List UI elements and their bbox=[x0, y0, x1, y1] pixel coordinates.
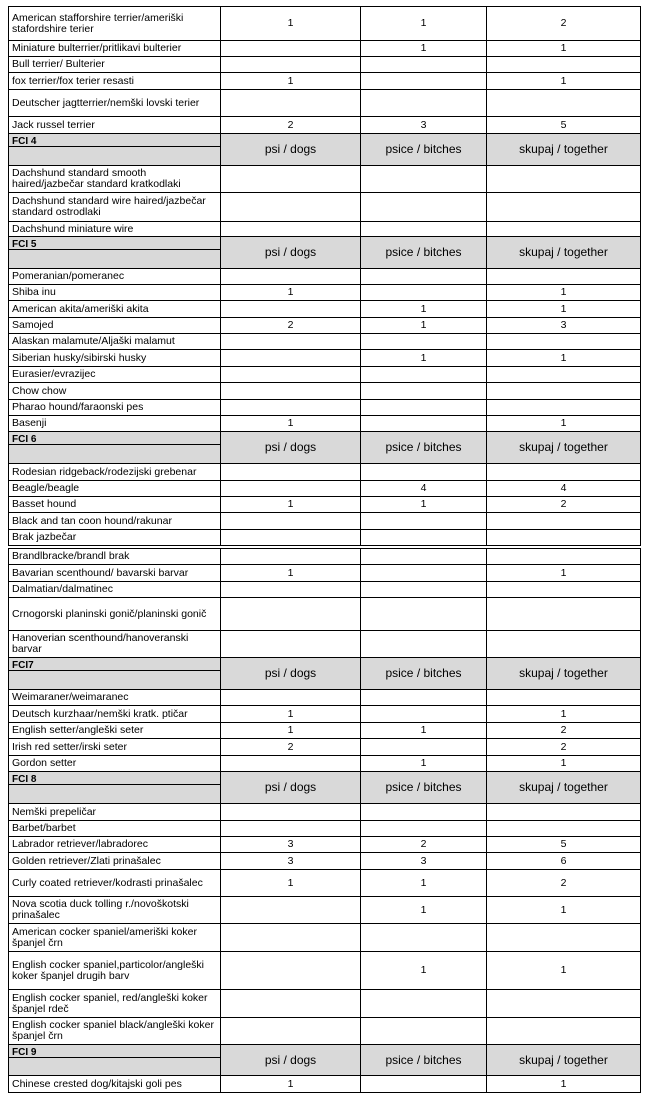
together-count-cell bbox=[487, 582, 641, 598]
bitches-count-cell bbox=[361, 334, 487, 350]
breed-row bbox=[9, 952, 641, 990]
breed-row bbox=[9, 804, 641, 821]
bitches-count-cell bbox=[361, 269, 487, 285]
dogs-count-cell bbox=[221, 631, 361, 658]
breed-row bbox=[9, 549, 641, 565]
together-count-cell bbox=[487, 90, 641, 117]
breed-name-cell: Dalmatian/dalmatinec bbox=[9, 582, 221, 598]
bitches-count-cell: 3 bbox=[361, 853, 487, 870]
breed-name-cell: Deutsch kurzhaar/nemški kratk. ptičar bbox=[9, 706, 221, 723]
dogs-count-cell bbox=[221, 350, 361, 367]
breed-name-cell: Chinese crested dog/kitajski goli pes bbox=[9, 1076, 221, 1093]
dogs-count-cell: 2 bbox=[221, 117, 361, 134]
breed-name-cell: Labrador retriever/labradorec bbox=[9, 837, 221, 853]
together-count-cell: 4 bbox=[487, 481, 641, 497]
breed-name-cell: Basset hound bbox=[9, 497, 221, 513]
dogs-count-cell: 1 bbox=[221, 565, 361, 582]
together-count-cell: 1 bbox=[487, 73, 641, 90]
breed-name-cell: Brak jazbečar bbox=[9, 530, 221, 546]
breed-row bbox=[9, 269, 641, 285]
dogs-count-cell bbox=[221, 690, 361, 706]
breed-name-cell: Chow chow bbox=[9, 383, 221, 400]
breed-row bbox=[9, 90, 641, 117]
together-count-cell bbox=[487, 530, 641, 546]
breed-row bbox=[9, 821, 641, 837]
breed-name-cell: Alaskan malamute/Aljaški malamut bbox=[9, 334, 221, 350]
breed-row bbox=[9, 41, 641, 57]
column-header-bitches: psice / bitches bbox=[361, 432, 487, 464]
breed-row bbox=[9, 530, 641, 546]
dogs-count-cell bbox=[221, 400, 361, 416]
bitches-count-cell bbox=[361, 1018, 487, 1045]
fci-group-label: FCI7 bbox=[9, 658, 220, 671]
breed-name-cell: Dachshund standard wire haired/jazbečar standard ostrodlaki bbox=[9, 193, 221, 222]
together-count-cell bbox=[487, 269, 641, 285]
breed-name-cell: American akita/ameriški akita bbox=[9, 301, 221, 318]
breed-name-cell: American cocker spaniel/ameriški koker španjel črn bbox=[9, 924, 221, 952]
breed-row bbox=[9, 739, 641, 756]
column-header-together: skupaj / together bbox=[487, 237, 641, 269]
column-header-together: skupaj / together bbox=[487, 772, 641, 804]
breed-name-cell: Bavarian scenthound/ bavarski barvar bbox=[9, 565, 221, 582]
breed-row bbox=[9, 582, 641, 598]
dogs-count-cell bbox=[221, 334, 361, 350]
breed-row bbox=[9, 334, 641, 350]
breed-row bbox=[9, 318, 641, 334]
bitches-count-cell bbox=[361, 416, 487, 432]
breed-row bbox=[9, 990, 641, 1018]
together-count-cell: 1 bbox=[487, 301, 641, 318]
dogs-count-cell: 1 bbox=[221, 416, 361, 432]
breed-name-cell: Siberian husky/sibirski husky bbox=[9, 350, 221, 367]
bitches-count-cell bbox=[361, 222, 487, 237]
together-count-cell bbox=[487, 513, 641, 530]
dogs-count-cell: 1 bbox=[221, 723, 361, 739]
breed-row bbox=[9, 481, 641, 497]
fci-group-header bbox=[9, 134, 641, 166]
breed-name-cell: Rodesian ridgeback/rodezijski grebenar bbox=[9, 464, 221, 481]
breed-name-cell: Miniature bulterrier/pritlikavi bulterier bbox=[9, 41, 221, 57]
fci-group-label: FCI 8 bbox=[9, 772, 220, 785]
together-count-cell: 5 bbox=[487, 837, 641, 853]
bitches-count-cell: 1 bbox=[361, 497, 487, 513]
dogs-count-cell: 1 bbox=[221, 870, 361, 897]
breed-row bbox=[9, 565, 641, 582]
breed-row bbox=[9, 57, 641, 73]
column-header-bitches: psice / bitches bbox=[361, 658, 487, 690]
together-count-cell bbox=[487, 57, 641, 73]
fci-group-label-cell bbox=[9, 237, 221, 269]
dogs-count-cell bbox=[221, 90, 361, 117]
together-count-cell: 2 bbox=[487, 723, 641, 739]
breed-name-cell: Nemški prepeličar bbox=[9, 804, 221, 821]
breed-row bbox=[9, 166, 641, 193]
dogs-count-cell bbox=[221, 57, 361, 73]
breed-name-cell: Beagle/beagle bbox=[9, 481, 221, 497]
fci-group-header bbox=[9, 658, 641, 690]
together-count-cell bbox=[487, 193, 641, 222]
column-header-dogs: psi / dogs bbox=[221, 237, 361, 269]
bitches-count-cell bbox=[361, 513, 487, 530]
column-header-bitches: psice / bitches bbox=[361, 772, 487, 804]
breed-table-1 bbox=[8, 6, 641, 546]
dogs-count-cell bbox=[221, 582, 361, 598]
dogs-count-cell bbox=[221, 193, 361, 222]
bitches-count-cell bbox=[361, 690, 487, 706]
breed-name-cell: Barbet/barbet bbox=[9, 821, 221, 837]
together-count-cell: 1 bbox=[487, 350, 641, 367]
bitches-count-cell bbox=[361, 565, 487, 582]
bitches-count-cell: 1 bbox=[361, 41, 487, 57]
together-count-cell: 2 bbox=[487, 870, 641, 897]
together-count-cell bbox=[487, 804, 641, 821]
bitches-count-cell bbox=[361, 924, 487, 952]
breed-row bbox=[9, 117, 641, 134]
together-count-cell: 1 bbox=[487, 897, 641, 924]
breed-row bbox=[9, 723, 641, 739]
dogs-count-cell bbox=[221, 530, 361, 546]
bitches-count-cell bbox=[361, 598, 487, 631]
breed-name-cell: English cocker spaniel black/angleški koker španjel črn bbox=[9, 1018, 221, 1045]
dogs-count-cell bbox=[221, 41, 361, 57]
breed-row bbox=[9, 756, 641, 772]
bitches-count-cell bbox=[361, 73, 487, 90]
breed-name-cell: Bull terrier/ Bulterier bbox=[9, 57, 221, 73]
dogs-count-cell bbox=[221, 301, 361, 318]
breed-name-cell: Golden retriever/Zlati prinašalec bbox=[9, 853, 221, 870]
breed-row bbox=[9, 73, 641, 90]
breed-row bbox=[9, 193, 641, 222]
breed-row bbox=[9, 497, 641, 513]
together-count-cell: 5 bbox=[487, 117, 641, 134]
breed-row bbox=[9, 870, 641, 897]
dogs-count-cell bbox=[221, 598, 361, 631]
bitches-count-cell: 1 bbox=[361, 350, 487, 367]
together-count-cell: 1 bbox=[487, 416, 641, 432]
breed-name-cell: Basenji bbox=[9, 416, 221, 432]
breed-row bbox=[9, 853, 641, 870]
bitches-count-cell bbox=[361, 582, 487, 598]
together-count-cell bbox=[487, 631, 641, 658]
together-count-cell: 1 bbox=[487, 756, 641, 772]
column-header-together: skupaj / together bbox=[487, 432, 641, 464]
bitches-count-cell bbox=[361, 549, 487, 565]
dogs-count-cell: 1 bbox=[221, 706, 361, 723]
breed-row bbox=[9, 1076, 641, 1093]
bitches-count-cell: 4 bbox=[361, 481, 487, 497]
bitches-count-cell bbox=[361, 383, 487, 400]
breed-name-cell: Pomeranian/pomeranec bbox=[9, 269, 221, 285]
breed-table-2 bbox=[8, 548, 641, 1093]
breed-name-cell: Eurasier/evrazijec bbox=[9, 367, 221, 383]
dogs-count-cell: 1 bbox=[221, 73, 361, 90]
together-count-cell bbox=[487, 383, 641, 400]
bitches-count-cell bbox=[361, 367, 487, 383]
dogs-count-cell bbox=[221, 952, 361, 990]
together-count-cell: 2 bbox=[487, 497, 641, 513]
column-header-together: skupaj / together bbox=[487, 1045, 641, 1076]
together-count-cell: 1 bbox=[487, 1076, 641, 1093]
breed-name-cell: Irish red setter/irski seter bbox=[9, 739, 221, 756]
together-count-cell bbox=[487, 690, 641, 706]
breed-row bbox=[9, 285, 641, 301]
breed-row bbox=[9, 924, 641, 952]
dogs-count-cell: 3 bbox=[221, 853, 361, 870]
breed-name-cell: Crnogorski planinski gonič/planinski gonič bbox=[9, 598, 221, 631]
dogs-count-cell bbox=[221, 464, 361, 481]
bitches-count-cell bbox=[361, 57, 487, 73]
dogs-count-cell bbox=[221, 990, 361, 1018]
breed-row bbox=[9, 706, 641, 723]
dogs-count-cell: 1 bbox=[221, 285, 361, 301]
breed-row bbox=[9, 837, 641, 853]
dogs-count-cell: 2 bbox=[221, 739, 361, 756]
together-count-cell: 1 bbox=[487, 565, 641, 582]
dogs-count-cell bbox=[221, 1018, 361, 1045]
dogs-count-cell bbox=[221, 166, 361, 193]
bitches-count-cell bbox=[361, 739, 487, 756]
together-count-cell bbox=[487, 821, 641, 837]
dogs-count-cell bbox=[221, 383, 361, 400]
bitches-count-cell: 1 bbox=[361, 756, 487, 772]
fci-group-header bbox=[9, 772, 641, 804]
dogs-count-cell: 1 bbox=[221, 1076, 361, 1093]
bitches-count-cell bbox=[361, 400, 487, 416]
together-count-cell: 6 bbox=[487, 853, 641, 870]
together-count-cell bbox=[487, 598, 641, 631]
bitches-count-cell: 1 bbox=[361, 7, 487, 41]
fci-group-label-cell bbox=[9, 658, 221, 690]
fci-group-label-cell bbox=[9, 134, 221, 166]
bitches-count-cell bbox=[361, 631, 487, 658]
fci-group-label-cell bbox=[9, 432, 221, 464]
breed-row bbox=[9, 513, 641, 530]
together-count-cell: 1 bbox=[487, 41, 641, 57]
dogs-count-cell bbox=[221, 367, 361, 383]
together-count-cell bbox=[487, 549, 641, 565]
breed-row bbox=[9, 464, 641, 481]
breed-name-cell: Curly coated retriever/kodrasti prinašalec bbox=[9, 870, 221, 897]
bitches-count-cell: 2 bbox=[361, 837, 487, 853]
fci-group-header bbox=[9, 237, 641, 269]
column-header-together: skupaj / together bbox=[487, 658, 641, 690]
bitches-count-cell: 1 bbox=[361, 952, 487, 990]
fci-group-label: FCI 6 bbox=[9, 432, 220, 445]
dogs-count-cell: 3 bbox=[221, 837, 361, 853]
column-header-bitches: psice / bitches bbox=[361, 134, 487, 166]
breed-row bbox=[9, 383, 641, 400]
bitches-count-cell bbox=[361, 166, 487, 193]
bitches-count-cell bbox=[361, 706, 487, 723]
fci-group-header bbox=[9, 432, 641, 464]
dogs-count-cell bbox=[221, 924, 361, 952]
breed-row bbox=[9, 367, 641, 383]
breed-name-cell: fox terrier/fox terier resasti bbox=[9, 73, 221, 90]
dogs-count-cell bbox=[221, 804, 361, 821]
together-count-cell bbox=[487, 924, 641, 952]
bitches-count-cell bbox=[361, 193, 487, 222]
dogs-count-cell: 1 bbox=[221, 7, 361, 41]
together-count-cell: 1 bbox=[487, 706, 641, 723]
breed-row bbox=[9, 350, 641, 367]
together-count-cell bbox=[487, 166, 641, 193]
together-count-cell bbox=[487, 400, 641, 416]
column-header-bitches: psice / bitches bbox=[361, 237, 487, 269]
breed-row bbox=[9, 1018, 641, 1045]
together-count-cell: 1 bbox=[487, 952, 641, 990]
breed-name-cell: Samojed bbox=[9, 318, 221, 334]
breed-name-cell: American stafforshire terrier/ameriški stafordshire terier bbox=[9, 7, 221, 41]
breed-name-cell: Black and tan coon hound/rakunar bbox=[9, 513, 221, 530]
together-count-cell: 3 bbox=[487, 318, 641, 334]
breed-row bbox=[9, 222, 641, 237]
bitches-count-cell bbox=[361, 990, 487, 1018]
bitches-count-cell: 1 bbox=[361, 318, 487, 334]
breed-name-cell: Jack russel terrier bbox=[9, 117, 221, 134]
bitches-count-cell bbox=[361, 1076, 487, 1093]
breed-name-cell: English setter/angleški seter bbox=[9, 723, 221, 739]
breed-row bbox=[9, 301, 641, 318]
fci-group-label: FCI 4 bbox=[9, 134, 220, 147]
column-header-dogs: psi / dogs bbox=[221, 658, 361, 690]
together-count-cell: 2 bbox=[487, 7, 641, 41]
breed-name-cell: Shiba inu bbox=[9, 285, 221, 301]
dogs-count-cell bbox=[221, 269, 361, 285]
dogs-count-cell bbox=[221, 821, 361, 837]
bitches-count-cell: 1 bbox=[361, 897, 487, 924]
column-header-dogs: psi / dogs bbox=[221, 772, 361, 804]
bitches-count-cell bbox=[361, 804, 487, 821]
fci-group-label: FCI 5 bbox=[9, 237, 220, 250]
together-count-cell: 2 bbox=[487, 739, 641, 756]
breed-row bbox=[9, 416, 641, 432]
breed-name-cell: Pharao hound/faraonski pes bbox=[9, 400, 221, 416]
dogs-count-cell bbox=[221, 549, 361, 565]
together-count-cell bbox=[487, 222, 641, 237]
breed-name-cell: Dachshund standard smooth haired/jazbečar standard kratkodlaki bbox=[9, 166, 221, 193]
together-count-cell bbox=[487, 1018, 641, 1045]
breed-row bbox=[9, 690, 641, 706]
bitches-count-cell: 1 bbox=[361, 301, 487, 318]
breed-name-cell: Nova scotia duck tolling r./novoškotski prinašalec bbox=[9, 897, 221, 924]
together-count-cell: 1 bbox=[487, 285, 641, 301]
bitches-count-cell: 3 bbox=[361, 117, 487, 134]
fci-group-label-cell bbox=[9, 772, 221, 804]
bitches-count-cell bbox=[361, 821, 487, 837]
together-count-cell bbox=[487, 367, 641, 383]
together-count-cell bbox=[487, 464, 641, 481]
breed-name-cell: Gordon setter bbox=[9, 756, 221, 772]
breed-name-cell: Hanoverian scenthound/hanoveranski barvar bbox=[9, 631, 221, 658]
bitches-count-cell bbox=[361, 285, 487, 301]
bitches-count-cell bbox=[361, 464, 487, 481]
column-header-dogs: psi / dogs bbox=[221, 134, 361, 166]
breed-row bbox=[9, 400, 641, 416]
fci-group-header bbox=[9, 1045, 641, 1076]
dogs-count-cell bbox=[221, 481, 361, 497]
together-count-cell bbox=[487, 990, 641, 1018]
bitches-count-cell bbox=[361, 90, 487, 117]
column-header-dogs: psi / dogs bbox=[221, 432, 361, 464]
breed-name-cell: English cocker spaniel,particolor/angleški koker španjel drugih barv bbox=[9, 952, 221, 990]
bitches-count-cell: 1 bbox=[361, 870, 487, 897]
fci-group-label: FCI 9 bbox=[9, 1045, 220, 1058]
column-header-together: skupaj / together bbox=[487, 134, 641, 166]
bitches-count-cell bbox=[361, 530, 487, 546]
dogs-count-cell: 1 bbox=[221, 497, 361, 513]
breed-name-cell: Weimaraner/weimaranec bbox=[9, 690, 221, 706]
bitches-count-cell: 1 bbox=[361, 723, 487, 739]
breed-row bbox=[9, 598, 641, 631]
column-header-dogs: psi / dogs bbox=[221, 1045, 361, 1076]
column-header-bitches: psice / bitches bbox=[361, 1045, 487, 1076]
breed-name-cell: Deutscher jagtterrier/nemški lovski terier bbox=[9, 90, 221, 117]
dogs-count-cell bbox=[221, 756, 361, 772]
dogs-count-cell bbox=[221, 513, 361, 530]
dogs-count-cell: 2 bbox=[221, 318, 361, 334]
breed-row bbox=[9, 631, 641, 658]
together-count-cell bbox=[487, 334, 641, 350]
breed-row bbox=[9, 897, 641, 924]
breed-name-cell: Dachshund miniature wire bbox=[9, 222, 221, 237]
breed-name-cell: English cocker spaniel, red/angleški koker španjel rdeč bbox=[9, 990, 221, 1018]
fci-group-label-cell bbox=[9, 1045, 221, 1076]
breed-row bbox=[9, 7, 641, 41]
breed-name-cell: Brandlbracke/brandl brak bbox=[9, 549, 221, 565]
dogs-count-cell bbox=[221, 222, 361, 237]
dogs-count-cell bbox=[221, 897, 361, 924]
